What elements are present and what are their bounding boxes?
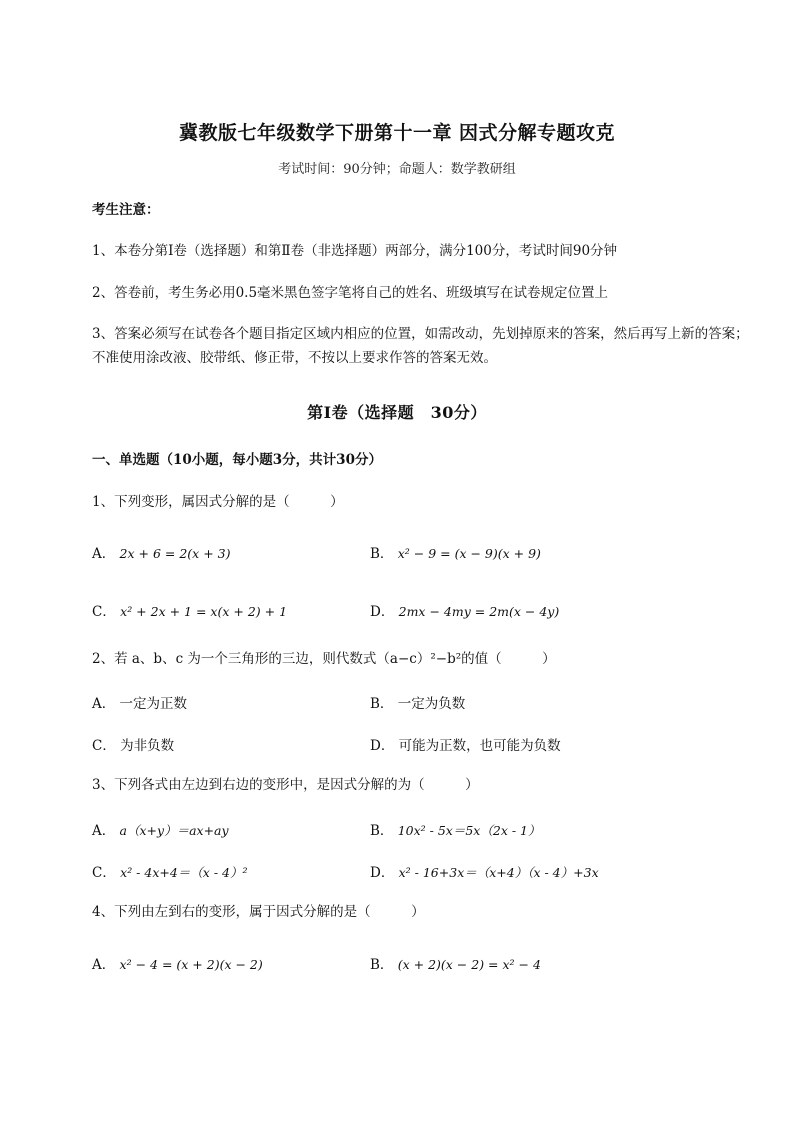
question-3-option-a[interactable] bbox=[92, 819, 229, 839]
option-text: x² - 16+3x＝（x+4）（x - 4）+3x bbox=[398, 865, 599, 880]
option-label: C． bbox=[92, 865, 116, 881]
question-2-option-c[interactable] bbox=[92, 734, 174, 754]
question-4-option-a[interactable] bbox=[92, 953, 263, 973]
page-title: 冀教版七年级数学下册第十一章 因式分解专题攻克 bbox=[178, 122, 616, 144]
question-3-option-c[interactable] bbox=[92, 861, 248, 881]
option-label: A． bbox=[92, 546, 116, 562]
notice-heading: 考生注意： bbox=[92, 202, 160, 218]
option-label: C． bbox=[92, 738, 116, 754]
option-label: B． bbox=[370, 957, 394, 973]
notice-item-3: 3、答案必须写在试卷各个题目指定区域内相应的位置，如需改动，先划掉原来的答案，然后再写上新的答案；不准使用涂改液、胶带纸、修正带，不按以上要求作答的答案无效。 bbox=[92, 326, 749, 366]
option-text: a（x+y）＝ax+ay bbox=[119, 823, 229, 838]
option-label: A． bbox=[92, 823, 116, 839]
section-title: 第I卷（选择题 30分） bbox=[307, 403, 487, 422]
question-4-stem: 4、下列由左到右的变形，属于因式分解的是（ ） bbox=[92, 904, 425, 920]
option-text: 2x + 6 = 2(x + 3) bbox=[119, 546, 231, 561]
notice-item-1: 1、本卷分第I卷（选择题）和第Ⅱ卷（非选择题）两部分，满分100分，考试时间90分钟 bbox=[92, 243, 618, 259]
notice-item-2: 2、答卷前，考生务必用0.5毫米黑色签字笔将自己的姓名、班级填写在试卷规定位置上 bbox=[92, 285, 609, 301]
option-label: A． bbox=[92, 957, 116, 973]
option-text: x² + 2x + 1 = x(x + 2) + 1 bbox=[120, 604, 288, 619]
option-text: 一定为负数 bbox=[397, 696, 466, 712]
option-text: x² − 9 = (x − 9)(x + 9) bbox=[397, 546, 541, 561]
question-4-option-b[interactable] bbox=[370, 953, 541, 973]
option-label: B． bbox=[370, 823, 394, 839]
option-text: 一定为正数 bbox=[119, 696, 188, 712]
option-text: 可能为正数，也可能为负数 bbox=[398, 738, 561, 754]
question-3-stem: 3、下列各式由左边到右边的变形中，是因式分解的为（ ） bbox=[92, 777, 479, 793]
question-1-option-b[interactable] bbox=[370, 542, 541, 562]
option-label: D． bbox=[370, 738, 395, 754]
option-text: x² - 4x+4＝（x - 4）² bbox=[120, 865, 248, 880]
option-label: C． bbox=[92, 604, 116, 620]
option-text: 为非负数 bbox=[120, 738, 175, 754]
question-2-option-d[interactable] bbox=[370, 734, 561, 754]
question-3-option-b[interactable] bbox=[370, 819, 541, 839]
question-1-stem: 1、下列变形，属因式分解的是（ ） bbox=[92, 494, 344, 510]
option-label: B． bbox=[370, 696, 394, 712]
option-text: x² − 4 = (x + 2)(x − 2) bbox=[119, 957, 263, 972]
question-1-option-c[interactable] bbox=[92, 600, 287, 620]
exam-info: 考试时间：90分钟；命题人：数学教研组 bbox=[278, 162, 516, 177]
option-text: 10x² - 5x＝5x（2x - 1） bbox=[397, 823, 541, 838]
option-text: (x + 2)(x − 2) = x² − 4 bbox=[397, 957, 541, 972]
option-label: D． bbox=[370, 865, 395, 881]
question-3-option-d[interactable] bbox=[370, 861, 599, 881]
question-1-option-a[interactable] bbox=[92, 542, 230, 562]
option-label: D． bbox=[370, 604, 395, 620]
part-heading: 一、单选题（10小题，每小题3分，共计30分） bbox=[92, 452, 382, 468]
question-2-option-b[interactable] bbox=[370, 692, 465, 712]
option-text: 2mx − 4my = 2m(x − 4y) bbox=[398, 604, 560, 619]
question-2-stem: 2、若 a、b、c 为一个三角形的三边，则代数式（a−c）²−b²的值（ ） bbox=[92, 651, 556, 667]
question-2-option-a[interactable] bbox=[92, 692, 187, 712]
option-label: A． bbox=[92, 696, 116, 712]
question-1-option-d[interactable] bbox=[370, 600, 559, 620]
option-label: B． bbox=[370, 546, 394, 562]
